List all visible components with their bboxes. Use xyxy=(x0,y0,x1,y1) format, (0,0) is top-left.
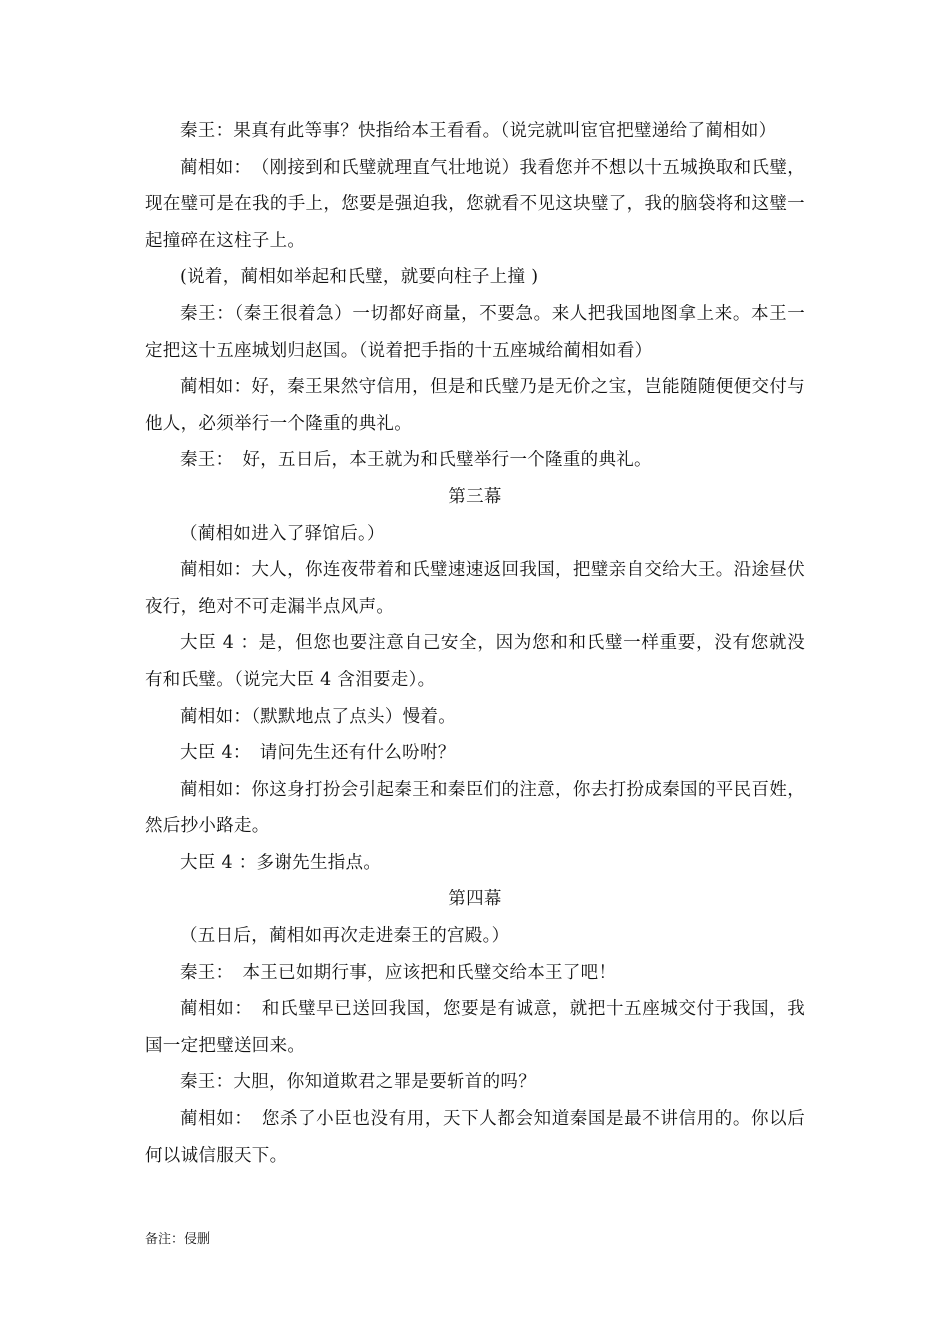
stage-direction: (说着，蔺相如举起和氏璧，就要向柱子上撞 ) xyxy=(180,267,539,288)
dialogue-line: 秦王： 本王已如期行事，应该把和氏璧交给本王了吧！ xyxy=(180,962,617,983)
dialogue-line: 蔺相如： 您杀了小臣也没有用，天下人都会知道秦国是最不讲信用的。你以后何以诚信服天下。 xyxy=(145,1109,805,1166)
dialogue-line: 蔺相如：（默默地点了点头）慢着。 xyxy=(180,706,457,727)
dialogue-line: 秦王： 好，五日后，本王就为和氏璧举行一个隆重的典礼。 xyxy=(180,450,652,471)
dialogue-line: 大臣 4 ：多谢先生指点。 xyxy=(180,852,382,873)
act-heading-4: 第四幕 xyxy=(448,889,502,910)
dialogue-line: 蔺相如： （刚接到和氏璧就理直气壮地说）我看您并不想以十五城换取和氏璧，现在璧可是在我的手上，您要是强迫我，您就看不见这块璧了，我的脑袋将和这璧一起撞碎在这柱子上。 xyxy=(145,157,805,251)
dialogue-line: 大臣 4 ：是，但您也要注意自己安全，因为您和和氏璧一样重要，没有您就没有和氏璧。（说完大臣 4 含泪要走）。 xyxy=(145,633,805,690)
stage-direction: （五日后，蔺相如再次走进秦王的宫殿。） xyxy=(180,926,510,947)
footer-note: 备注：侵删 xyxy=(145,1232,211,1247)
dialogue-line: 秦王：果真有此等事？快指给本王看看。（说完就叫宦官把璧递给了蔺相如） xyxy=(180,121,777,141)
dialogue-line: 蔺相如： 和氏璧早已送回我国，您要是有诚意，就把十五座城交付于我国，我国一定把璧送回来。 xyxy=(145,999,805,1056)
dialogue-line: 蔺相如：大人，你连夜带着和氏璧速速返回我国，把璧亲自交给大王。沿途昼伏夜行，绝对不可走漏半点风声。 xyxy=(145,560,805,617)
dialogue-line: 大臣 4： 请问先生还有什么吩咐？ xyxy=(180,743,456,764)
dialogue-line: 秦王：大胆，你知道欺君之罪是要斩首的吗？ xyxy=(180,1072,536,1093)
dialogue-line: 秦王：（秦王很着急）一切都好商量，不要急。来人把我国地图拿上来。本王一定把这十五座城划归赵国。（说着把手指的十五座城给蔺相如看） xyxy=(145,303,805,361)
dialogue-line: 蔺相如：好，秦王果然守信用，但是和氏璧乃是无价之宝，岂能随随便便交付与他人，必须举行一个隆重的典礼。 xyxy=(145,377,805,434)
stage-direction: （蔺相如进入了驿馆后。） xyxy=(180,523,385,544)
act-heading-3: 第三幕 xyxy=(448,486,502,507)
dialogue-line: 蔺相如：你这身打扮会引起秦王和秦臣们的注意，你去打扮成秦国的平民百姓，然后抄小路走。 xyxy=(145,779,805,837)
script-body xyxy=(145,113,805,1174)
